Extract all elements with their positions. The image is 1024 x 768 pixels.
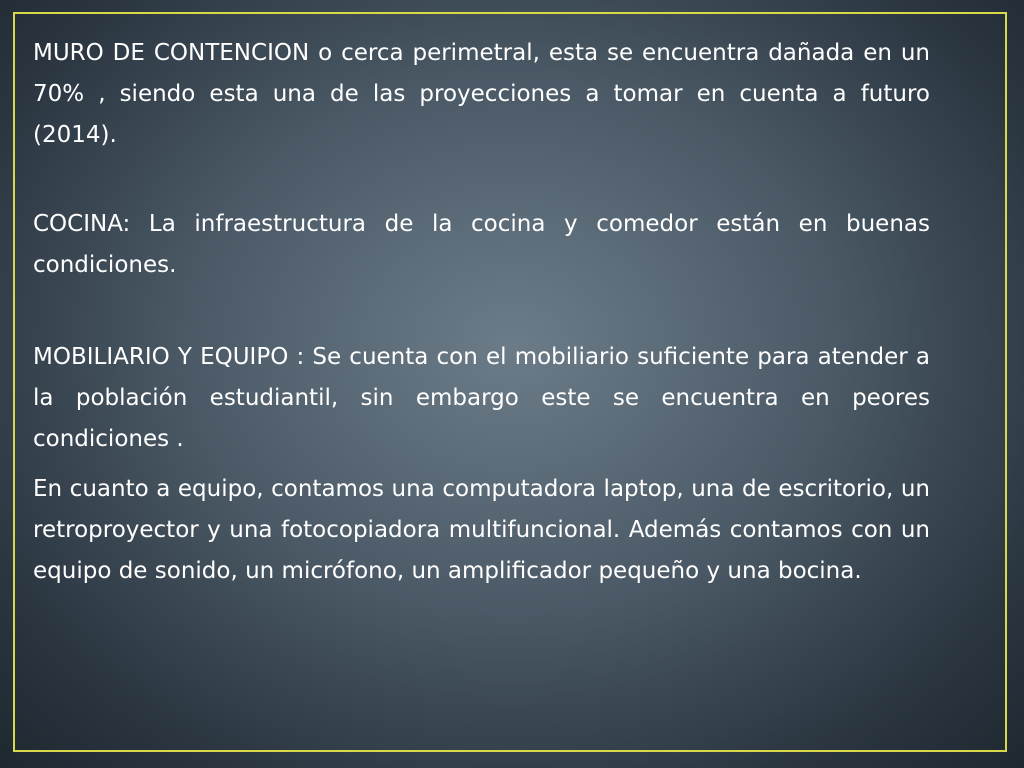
slide-body-text (33, 33, 930, 592)
paragraph-equipo-detalle: En cuanto a equipo, contamos una computadora laptop, una de escritorio, un retroproyector y una fotocopiadora multifuncional. Además contamos con un equipo de sonido, un micrófono, un amplificador pequeño y una bocina. (33, 476, 930, 584)
paragraph-cocina: COCINA: La infraestructura de la cocina y comedor están en buenas condiciones. (33, 211, 930, 278)
paragraph-muro-contencion: MURO DE CONTENCION o cerca perimetral, esta se encuentra dañada en un 70% , siendo esta una de las proyecciones a tomar en cuenta a futuro (2014). (33, 40, 930, 148)
paragraph-mobiliario-equipo: MOBILIARIO Y EQUIPO : Se cuenta con el mobiliario suficiente para atender a la población estudiantil, sin embargo este se encuentra en peores condiciones . (33, 344, 930, 452)
